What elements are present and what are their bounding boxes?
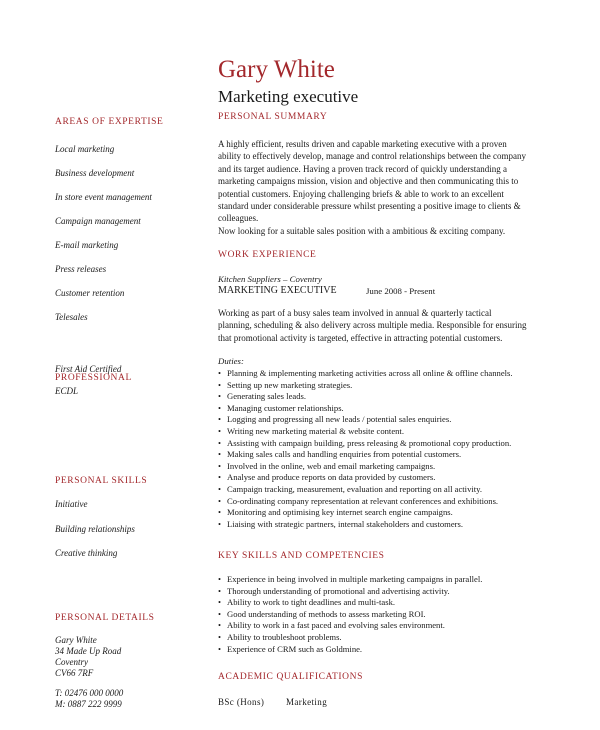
duty-item: • Making sales calls and handling enquiries from potential customers.: [218, 449, 513, 461]
summary-heading: PERSONAL SUMMARY: [218, 112, 328, 122]
key-skill-item: • Ability to work in a fast paced and evolving sales environment.: [218, 620, 482, 632]
expertise-item: Local marketing: [55, 144, 115, 154]
academic-heading: ACADEMIC QUALIFICATIONS: [218, 672, 363, 682]
duty-item: • Co-ordinating company representation at relevant conferences and exhibitions.: [218, 496, 513, 508]
duty-item: • Liaising with strategic partners, internal stakeholders and customers.: [218, 519, 513, 531]
job-dates: June 2008 - Present: [366, 286, 436, 296]
professional-item: ECDL: [55, 386, 79, 396]
employer: Kitchen Suppliers – Coventry: [218, 274, 322, 284]
key-skills-heading: KEY SKILLS AND COMPETENCIES: [218, 551, 385, 561]
duty-item: • Managing customer relationships.: [218, 403, 513, 415]
duty-item: • Assisting with campaign building, press releasing & promotional copy production.: [218, 438, 513, 450]
duty-item: • Monitoring and optimising key internet search engine campaigns.: [218, 507, 513, 519]
skill-item: Creative thinking: [55, 548, 118, 558]
detail-mobile: M: 0887 222 9999: [55, 699, 122, 709]
duty-item: • Setting up new marketing strategies.: [218, 380, 513, 392]
key-skills-list: [218, 574, 482, 655]
work-experience-heading: WORK EXPERIENCE: [218, 250, 317, 260]
summary-line: colleagues.: [218, 213, 259, 224]
job-description-line: that promotional activity is targeted, effective in attracting potential customers.: [218, 332, 503, 343]
key-skill-item: • Thorough understanding of promotional and advertising activity.: [218, 586, 482, 598]
expertise-item: Telesales: [55, 312, 88, 322]
duty-item: • Involved in the online, web and email marketing campaigns.: [218, 461, 513, 473]
detail-address: 34 Made Up Road: [55, 646, 122, 656]
professional-heading: PROFESSIONAL: [55, 373, 132, 383]
job-description-line: planning, scheduling & also delivery across multiple media. Responsible for ensuring: [218, 320, 527, 331]
summary-line: and its target audience. Having a proven track record of quickly understanding a: [218, 163, 507, 174]
key-skill-item: • Ability to work to tight deadlines and multi-task.: [218, 597, 482, 609]
summary-line: standard under considerable pressure whilst presenting a positive image to clients &: [218, 201, 521, 212]
expertise-item: Campaign management: [55, 216, 141, 226]
expertise-item: Customer retention: [55, 288, 125, 298]
summary-line: marketing campaigns mission, vision and objective and then communicating this to: [218, 176, 519, 187]
summary-paragraph: [218, 138, 526, 225]
duty-item: • Planning & implementing marketing activities across all online & offline channels.: [218, 368, 513, 380]
degree: BSc (Hons): [218, 697, 265, 707]
skill-item: Initiative: [55, 499, 88, 509]
duty-item: • Analyse and produce reports on data provided by customers.: [218, 472, 513, 484]
expertise-item: Business development: [55, 168, 135, 178]
key-skill-item: • Good understanding of methods to assess marketing ROI.: [218, 609, 482, 621]
degree-subject: Marketing: [286, 697, 328, 707]
detail-telephone: T: 02476 000 0000: [55, 688, 124, 698]
key-skill-item: • Experience in being involved in multiple marketing campaigns in parallel.: [218, 574, 482, 586]
job-title: Marketing executive: [218, 87, 359, 106]
detail-city: Coventry: [55, 657, 88, 667]
job-role: MARKETING EXECUTIVE: [218, 285, 337, 296]
duties-list: [218, 368, 513, 530]
candidate-name: Gary White: [218, 56, 335, 83]
duty-item: • Writing new marketing material & website content.: [218, 426, 513, 438]
key-skill-item: • Ability to troubleshoot problems.: [218, 632, 482, 644]
key-skill-item: • Experience of CRM such as Goldmine.: [218, 644, 482, 656]
skill-item: Building relationships: [55, 524, 135, 534]
job-description: [218, 307, 526, 344]
expertise-item: E-mail marketing: [55, 240, 119, 250]
summary-line: potential customers. Enjoying challenging briefs & able to work to an excellent: [218, 188, 504, 199]
duty-item: • Campaign tracking, measurement, evaluation and reporting on all activity.: [218, 484, 513, 496]
personal-skills-heading: PERSONAL SKILLS: [55, 476, 148, 486]
duties-label: Duties:: [218, 356, 244, 366]
duty-item: • Generating sales leads.: [218, 391, 513, 403]
expertise-item: In store event management: [55, 192, 152, 202]
job-description-line: Working as part of a busy sales team involved in annual & quarterly tactical: [218, 308, 492, 318]
summary-closing: Now looking for a suitable sales position with a ambitious & exciting company.: [218, 226, 506, 236]
duty-item: • Logging and progressing all new leads / potential sales enquiries.: [218, 414, 513, 426]
expertise-item: Press releases: [55, 264, 107, 274]
summary-line: ability to effectively develop, manage and control relationships between the company: [218, 151, 526, 162]
summary-line: A highly efficient, results driven and capable marketing executive with a proven: [218, 139, 507, 149]
expertise-heading: AREAS OF EXPERTISE: [55, 117, 164, 127]
personal-details-heading: PERSONAL DETAILS: [55, 613, 155, 623]
detail-postcode: CV66 7RF: [55, 668, 94, 678]
detail-name: Gary White: [55, 635, 97, 645]
professional-item: First Aid Certified: [55, 364, 122, 374]
